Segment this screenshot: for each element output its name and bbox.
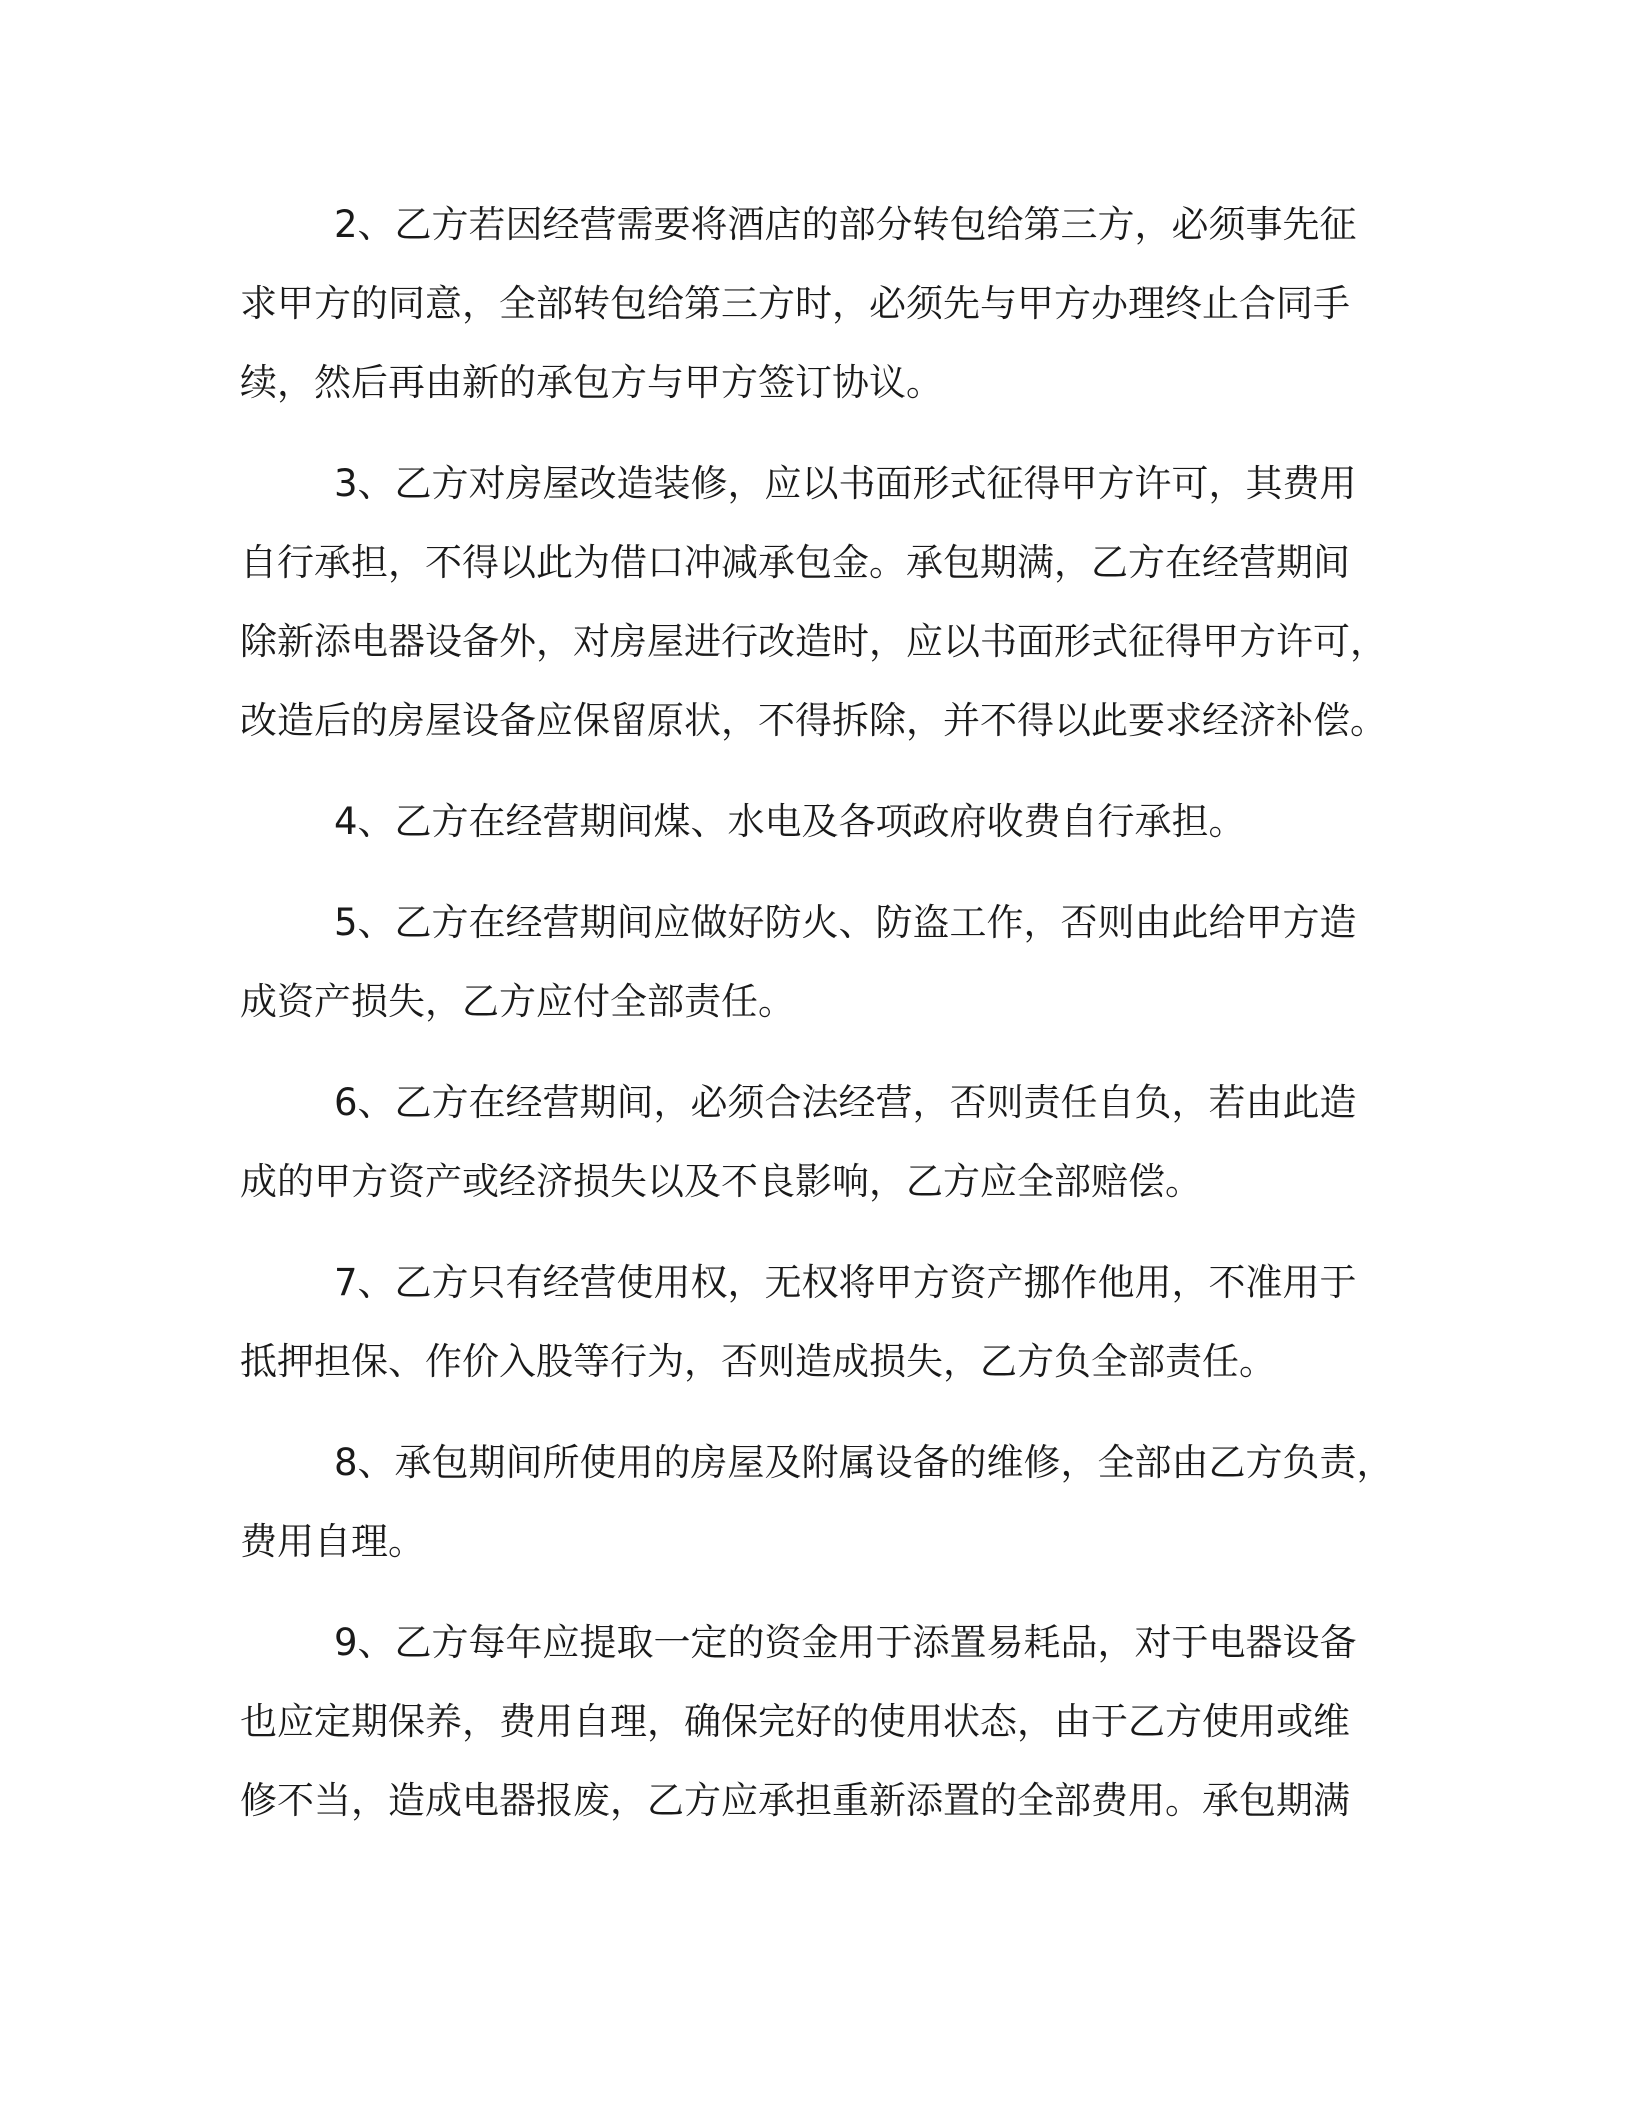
paragraph-gap — [240, 422, 1375, 444]
document-body — [240, 185, 1394, 1840]
text-line: 改造后的房屋设备应保留原状，不得拆除，并不得以此要求经济补偿。 — [240, 699, 1387, 742]
text-line: 3、乙方对房屋改造装修，应以书面形式征得甲方许可，其费用 — [334, 462, 1357, 505]
text-line: 2、乙方若因经营需要将酒店的部分转包给第三方，必须事先征 — [334, 203, 1357, 246]
text-line: 成资产损失，乙方应付全部责任。 — [240, 980, 795, 1023]
text-line: 成的甲方资产或经济损失以及不良影响，乙方应全部赔偿。 — [240, 1160, 1202, 1203]
paragraph-clause-4 — [240, 782, 1375, 861]
paragraph-gap — [240, 1221, 1375, 1243]
paragraph-clause-9 — [240, 1603, 1375, 1840]
text-line: 5、乙方在经营期间应做好防火、防盗工作，否则由此给甲方造 — [334, 901, 1357, 944]
text-line: 6、乙方在经营期间，必须合法经营，否则责任自负，若由此造 — [334, 1081, 1357, 1124]
text-line: 9、乙方每年应提取一定的资金用于添置易耗品，对于电器设备 — [334, 1621, 1357, 1664]
text-line: 抵押担保、作价入股等行为，否则造成损失，乙方负全部责任。 — [240, 1340, 1276, 1383]
text-line: 费用自理。 — [240, 1520, 425, 1563]
text-line: 7、乙方只有经营使用权，无权将甲方资产挪作他用，不准用于 — [334, 1261, 1357, 1304]
text-line: 求甲方的同意，全部转包给第三方时，必须先与甲方办理终止合同手 — [240, 282, 1350, 325]
paragraph-clause-2 — [240, 185, 1375, 422]
text-line: 8、承包期间所使用的房屋及附属设备的维修，全部由乙方负责， — [334, 1441, 1394, 1484]
text-line: 修不当，造成电器报废，乙方应承担重新添置的全部费用。承包期满 — [240, 1779, 1350, 1822]
paragraph-clause-6 — [240, 1063, 1375, 1221]
paragraph-clause-5 — [240, 883, 1375, 1041]
paragraph-gap — [240, 1581, 1375, 1603]
text-line: 除新添电器设备外，对房屋进行改造时，应以书面形式征得甲方许可， — [240, 620, 1387, 663]
paragraph-gap — [240, 760, 1375, 782]
paragraph-gap — [240, 861, 1375, 883]
paragraph-clause-7 — [240, 1243, 1375, 1401]
text-line: 自行承担，不得以此为借口冲减承包金。承包期满，乙方在经营期间 — [240, 541, 1350, 584]
paragraph-clause-8 — [240, 1423, 1394, 1581]
text-line: 续，然后再由新的承包方与甲方签订协议。 — [240, 361, 943, 404]
text-line: 4、乙方在经营期间煤、水电及各项政府收费自行承担。 — [334, 800, 1246, 843]
paragraph-gap — [240, 1041, 1375, 1063]
text-line: 也应定期保养，费用自理，确保完好的使用状态，由于乙方使用或维 — [240, 1700, 1350, 1743]
paragraph-gap — [240, 1401, 1375, 1423]
paragraph-clause-3 — [240, 444, 1387, 760]
